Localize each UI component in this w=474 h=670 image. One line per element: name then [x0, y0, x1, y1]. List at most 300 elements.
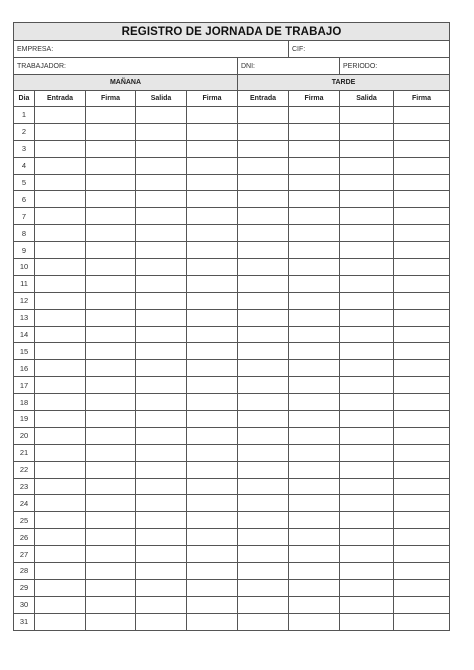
day-number: 25	[14, 512, 35, 529]
firma-tarde-2-cell[interactable]	[394, 579, 450, 596]
entrada-tarde-cell[interactable]	[238, 512, 289, 529]
firma-manana-1-cell[interactable]	[86, 596, 136, 613]
firma-manana-1-cell[interactable]	[86, 546, 136, 563]
firma-manana-2-cell[interactable]	[187, 360, 238, 377]
table-row	[14, 495, 450, 512]
salida-manana-cell[interactable]	[136, 309, 187, 326]
entrada-tarde-cell[interactable]	[238, 191, 289, 208]
firma-tarde-1-cell[interactable]	[289, 174, 340, 191]
firma-manana-2-cell[interactable]	[187, 579, 238, 596]
salida-manana-cell[interactable]	[136, 563, 187, 580]
firma-manana-1-cell[interactable]	[86, 157, 136, 174]
salida-tarde-cell[interactable]	[340, 174, 394, 191]
entrada-tarde-cell[interactable]	[238, 123, 289, 140]
firma-tarde-2-cell[interactable]	[394, 107, 450, 124]
entrada-tarde-cell[interactable]	[238, 174, 289, 191]
salida-manana-cell[interactable]	[136, 107, 187, 124]
table-row	[14, 140, 450, 157]
entrada-manana-cell[interactable]	[35, 326, 86, 343]
firma-tarde-2-cell[interactable]	[394, 174, 450, 191]
column-header-dia: Dia	[14, 91, 35, 107]
section-manana: MAÑANA	[14, 75, 238, 91]
timesheet-table	[13, 22, 450, 631]
salida-tarde-cell[interactable]	[340, 326, 394, 343]
firma-tarde-2-cell[interactable]	[394, 377, 450, 394]
firma-manana-2-cell[interactable]	[187, 394, 238, 411]
entrada-tarde-cell[interactable]	[238, 411, 289, 428]
firma-tarde-2-cell[interactable]	[394, 343, 450, 360]
entrada-manana-cell[interactable]	[35, 377, 86, 394]
firma-manana-2-cell[interactable]	[187, 343, 238, 360]
firma-manana-1-cell[interactable]	[86, 512, 136, 529]
day-number: 26	[14, 529, 35, 546]
salida-manana-cell[interactable]	[136, 596, 187, 613]
entrada-manana-cell[interactable]	[35, 360, 86, 377]
salida-tarde-cell[interactable]	[340, 546, 394, 563]
firma-tarde-2-cell[interactable]	[394, 123, 450, 140]
firma-tarde-2-cell[interactable]	[394, 411, 450, 428]
salida-tarde-cell[interactable]	[340, 579, 394, 596]
entrada-tarde-cell[interactable]	[238, 275, 289, 292]
column-header-firma-tarde-1: Firma	[289, 91, 340, 107]
firma-manana-2-cell[interactable]	[187, 596, 238, 613]
firma-manana-1-cell[interactable]	[86, 579, 136, 596]
firma-manana-2-cell[interactable]	[187, 140, 238, 157]
table-row	[14, 427, 450, 444]
entrada-tarde-cell[interactable]	[238, 292, 289, 309]
firma-manana-1-cell[interactable]	[86, 140, 136, 157]
salida-tarde-cell[interactable]	[340, 478, 394, 495]
salida-tarde-cell[interactable]	[340, 394, 394, 411]
day-number: 12	[14, 292, 35, 309]
salida-tarde-cell[interactable]	[340, 208, 394, 225]
firma-manana-1-cell[interactable]	[86, 411, 136, 428]
firma-tarde-2-cell[interactable]	[394, 326, 450, 343]
column-header-entrada-tarde: Entrada	[238, 91, 289, 107]
salida-manana-cell[interactable]	[136, 613, 187, 630]
entrada-tarde-cell[interactable]	[238, 309, 289, 326]
entrada-tarde-cell[interactable]	[238, 478, 289, 495]
firma-tarde-1-cell[interactable]	[289, 478, 340, 495]
salida-tarde-cell[interactable]	[340, 613, 394, 630]
salida-manana-cell[interactable]	[136, 174, 187, 191]
entrada-tarde-cell[interactable]	[238, 208, 289, 225]
firma-tarde-2-cell[interactable]	[394, 596, 450, 613]
firma-manana-2-cell[interactable]	[187, 478, 238, 495]
firma-manana-2-cell[interactable]	[187, 123, 238, 140]
firma-tarde-1-cell[interactable]	[289, 225, 340, 242]
firma-manana-2-cell[interactable]	[187, 563, 238, 580]
firma-manana-1-cell[interactable]	[86, 309, 136, 326]
salida-tarde-cell[interactable]	[340, 275, 394, 292]
firma-tarde-2-cell[interactable]	[394, 394, 450, 411]
entrada-manana-cell[interactable]	[35, 411, 86, 428]
firma-manana-2-cell[interactable]	[187, 107, 238, 124]
salida-manana-cell[interactable]	[136, 242, 187, 259]
salida-manana-cell[interactable]	[136, 579, 187, 596]
salida-tarde-cell[interactable]	[340, 596, 394, 613]
firma-manana-2-cell[interactable]	[187, 292, 238, 309]
firma-manana-2-cell[interactable]	[187, 275, 238, 292]
day-number: 4	[14, 157, 35, 174]
salida-manana-cell[interactable]	[136, 225, 187, 242]
firma-tarde-2-cell[interactable]	[394, 309, 450, 326]
firma-tarde-1-cell[interactable]	[289, 427, 340, 444]
salida-tarde-cell[interactable]	[340, 444, 394, 461]
salida-tarde-cell[interactable]	[340, 191, 394, 208]
firma-tarde-1-cell[interactable]	[289, 512, 340, 529]
entrada-manana-cell[interactable]	[35, 157, 86, 174]
firma-tarde-2-cell[interactable]	[394, 613, 450, 630]
salida-manana-cell[interactable]	[136, 461, 187, 478]
salida-manana-cell[interactable]	[136, 191, 187, 208]
firma-manana-2-cell[interactable]	[187, 512, 238, 529]
entrada-tarde-cell[interactable]	[238, 157, 289, 174]
day-number: 15	[14, 343, 35, 360]
firma-tarde-1-cell[interactable]	[289, 275, 340, 292]
salida-manana-cell[interactable]	[136, 292, 187, 309]
column-header-firma-tarde-2: Firma	[394, 91, 450, 107]
firma-manana-1-cell[interactable]	[86, 427, 136, 444]
day-number: 2	[14, 123, 35, 140]
table-row	[14, 394, 450, 411]
salida-manana-cell[interactable]	[136, 275, 187, 292]
table-row	[14, 191, 450, 208]
entrada-manana-cell[interactable]	[35, 444, 86, 461]
entrada-manana-cell[interactable]	[35, 275, 86, 292]
salida-manana-cell[interactable]	[136, 259, 187, 276]
day-number: 10	[14, 259, 35, 276]
firma-tarde-2-cell[interactable]	[394, 208, 450, 225]
dni-field[interactable]: DNI:	[238, 58, 340, 75]
salida-manana-cell[interactable]	[136, 444, 187, 461]
salida-tarde-cell[interactable]	[340, 343, 394, 360]
entrada-manana-cell[interactable]	[35, 394, 86, 411]
firma-manana-1-cell[interactable]	[86, 394, 136, 411]
salida-manana-cell[interactable]	[136, 360, 187, 377]
trabajador-field[interactable]: TRABAJADOR:	[14, 58, 238, 75]
firma-manana-1-cell[interactable]	[86, 444, 136, 461]
firma-tarde-2-cell[interactable]	[394, 478, 450, 495]
firma-tarde-2-cell[interactable]	[394, 546, 450, 563]
firma-manana-2-cell[interactable]	[187, 208, 238, 225]
day-number: 24	[14, 495, 35, 512]
entrada-tarde-cell[interactable]	[238, 225, 289, 242]
entrada-manana-cell[interactable]	[35, 478, 86, 495]
firma-tarde-1-cell[interactable]	[289, 529, 340, 546]
firma-tarde-1-cell[interactable]	[289, 343, 340, 360]
firma-manana-1-cell[interactable]	[86, 259, 136, 276]
cif-field[interactable]: CIF:	[289, 41, 450, 58]
entrada-manana-cell[interactable]	[35, 225, 86, 242]
firma-tarde-1-cell[interactable]	[289, 326, 340, 343]
salida-tarde-cell[interactable]	[340, 411, 394, 428]
salida-tarde-cell[interactable]	[340, 225, 394, 242]
firma-tarde-1-cell[interactable]	[289, 259, 340, 276]
day-number: 6	[14, 191, 35, 208]
firma-manana-2-cell[interactable]	[187, 157, 238, 174]
firma-tarde-1-cell[interactable]	[289, 208, 340, 225]
firma-tarde-2-cell[interactable]	[394, 563, 450, 580]
entrada-tarde-cell[interactable]	[238, 546, 289, 563]
firma-manana-1-cell[interactable]	[86, 377, 136, 394]
table-row	[14, 546, 450, 563]
firma-tarde-1-cell[interactable]	[289, 546, 340, 563]
firma-manana-1-cell[interactable]	[86, 174, 136, 191]
firma-manana-1-cell[interactable]	[86, 107, 136, 124]
firma-manana-1-cell[interactable]	[86, 360, 136, 377]
entrada-manana-cell[interactable]	[35, 546, 86, 563]
firma-tarde-1-cell[interactable]	[289, 613, 340, 630]
section-tarde: TARDE	[238, 75, 450, 91]
entrada-manana-cell[interactable]	[35, 191, 86, 208]
firma-tarde-1-cell[interactable]	[289, 579, 340, 596]
salida-manana-cell[interactable]	[136, 529, 187, 546]
firma-tarde-2-cell[interactable]	[394, 191, 450, 208]
salida-manana-cell[interactable]	[136, 427, 187, 444]
entrada-manana-cell[interactable]	[35, 343, 86, 360]
table-row	[14, 411, 450, 428]
firma-tarde-1-cell[interactable]	[289, 461, 340, 478]
firma-tarde-2-cell[interactable]	[394, 292, 450, 309]
entrada-manana-cell[interactable]	[35, 596, 86, 613]
firma-tarde-2-cell[interactable]	[394, 242, 450, 259]
table-row	[14, 613, 450, 630]
firma-manana-2-cell[interactable]	[187, 326, 238, 343]
firma-tarde-2-cell[interactable]	[394, 275, 450, 292]
firma-tarde-2-cell[interactable]	[394, 360, 450, 377]
day-number: 19	[14, 411, 35, 428]
day-number: 3	[14, 140, 35, 157]
salida-manana-cell[interactable]	[136, 411, 187, 428]
table-row	[14, 563, 450, 580]
salida-tarde-cell[interactable]	[340, 123, 394, 140]
firma-manana-2-cell[interactable]	[187, 461, 238, 478]
entrada-manana-cell[interactable]	[35, 309, 86, 326]
entrada-tarde-cell[interactable]	[238, 394, 289, 411]
firma-manana-2-cell[interactable]	[187, 613, 238, 630]
firma-manana-2-cell[interactable]	[187, 377, 238, 394]
table-row	[14, 478, 450, 495]
firma-manana-2-cell[interactable]	[187, 495, 238, 512]
firma-manana-2-cell[interactable]	[187, 444, 238, 461]
firma-manana-1-cell[interactable]	[86, 461, 136, 478]
firma-tarde-1-cell[interactable]	[289, 563, 340, 580]
firma-manana-2-cell[interactable]	[187, 259, 238, 276]
empresa-field[interactable]: EMPRESA:	[14, 41, 289, 58]
entrada-manana-cell[interactable]	[35, 107, 86, 124]
firma-tarde-2-cell[interactable]	[394, 461, 450, 478]
salida-manana-cell[interactable]	[136, 495, 187, 512]
firma-tarde-1-cell[interactable]	[289, 157, 340, 174]
entrada-manana-cell[interactable]	[35, 427, 86, 444]
firma-tarde-2-cell[interactable]	[394, 427, 450, 444]
salida-tarde-cell[interactable]	[340, 427, 394, 444]
firma-manana-1-cell[interactable]	[86, 563, 136, 580]
entrada-tarde-cell[interactable]	[238, 563, 289, 580]
firma-tarde-2-cell[interactable]	[394, 259, 450, 276]
salida-tarde-cell[interactable]	[340, 259, 394, 276]
firma-manana-1-cell[interactable]	[86, 529, 136, 546]
entrada-tarde-cell[interactable]	[238, 343, 289, 360]
salida-manana-cell[interactable]	[136, 546, 187, 563]
column-header-entrada-manana: Entrada	[35, 91, 86, 107]
page-title: REGISTRO DE JORNADA DE TRABAJO	[14, 23, 450, 41]
firma-tarde-1-cell[interactable]	[289, 444, 340, 461]
salida-manana-cell[interactable]	[136, 140, 187, 157]
table-row	[14, 259, 450, 276]
salida-manana-cell[interactable]	[136, 326, 187, 343]
entrada-manana-cell[interactable]	[35, 259, 86, 276]
firma-tarde-2-cell[interactable]	[394, 529, 450, 546]
firma-manana-2-cell[interactable]	[187, 309, 238, 326]
firma-tarde-1-cell[interactable]	[289, 140, 340, 157]
firma-tarde-2-cell[interactable]	[394, 512, 450, 529]
firma-tarde-1-cell[interactable]	[289, 309, 340, 326]
entrada-tarde-cell[interactable]	[238, 259, 289, 276]
entrada-tarde-cell[interactable]	[238, 326, 289, 343]
day-number: 9	[14, 242, 35, 259]
entrada-tarde-cell[interactable]	[238, 444, 289, 461]
table-row	[14, 107, 450, 124]
entrada-tarde-cell[interactable]	[238, 140, 289, 157]
firma-tarde-1-cell[interactable]	[289, 292, 340, 309]
entrada-manana-cell[interactable]	[35, 461, 86, 478]
salida-tarde-cell[interactable]	[340, 512, 394, 529]
firma-tarde-1-cell[interactable]	[289, 360, 340, 377]
firma-manana-1-cell[interactable]	[86, 613, 136, 630]
firma-manana-2-cell[interactable]	[187, 411, 238, 428]
firma-tarde-1-cell[interactable]	[289, 411, 340, 428]
firma-manana-2-cell[interactable]	[187, 191, 238, 208]
firma-tarde-1-cell[interactable]	[289, 394, 340, 411]
salida-manana-cell[interactable]	[136, 394, 187, 411]
salida-tarde-cell[interactable]	[340, 377, 394, 394]
firma-manana-1-cell[interactable]	[86, 191, 136, 208]
entrada-tarde-cell[interactable]	[238, 596, 289, 613]
entrada-tarde-cell[interactable]	[238, 529, 289, 546]
salida-tarde-cell[interactable]	[340, 360, 394, 377]
entrada-manana-cell[interactable]	[35, 208, 86, 225]
entrada-tarde-cell[interactable]	[238, 107, 289, 124]
entrada-manana-cell[interactable]	[35, 292, 86, 309]
table-row	[14, 529, 450, 546]
firma-manana-1-cell[interactable]	[86, 208, 136, 225]
table-row	[14, 157, 450, 174]
salida-manana-cell[interactable]	[136, 208, 187, 225]
firma-tarde-1-cell[interactable]	[289, 191, 340, 208]
firma-manana-2-cell[interactable]	[187, 242, 238, 259]
firma-manana-1-cell[interactable]	[86, 275, 136, 292]
salida-tarde-cell[interactable]	[340, 309, 394, 326]
firma-manana-1-cell[interactable]	[86, 478, 136, 495]
entrada-manana-cell[interactable]	[35, 579, 86, 596]
entrada-manana-cell[interactable]	[35, 242, 86, 259]
entrada-manana-cell[interactable]	[35, 140, 86, 157]
entrada-tarde-cell[interactable]	[238, 613, 289, 630]
firma-manana-2-cell[interactable]	[187, 546, 238, 563]
day-number: 30	[14, 596, 35, 613]
firma-manana-2-cell[interactable]	[187, 174, 238, 191]
firma-manana-1-cell[interactable]	[86, 343, 136, 360]
firma-manana-2-cell[interactable]	[187, 427, 238, 444]
entrada-manana-cell[interactable]	[35, 512, 86, 529]
firma-tarde-1-cell[interactable]	[289, 123, 340, 140]
entrada-manana-cell[interactable]	[35, 174, 86, 191]
entrada-manana-cell[interactable]	[35, 495, 86, 512]
firma-manana-2-cell[interactable]	[187, 529, 238, 546]
entrada-tarde-cell[interactable]	[238, 495, 289, 512]
periodo-field[interactable]: PERIODO:	[340, 58, 450, 75]
firma-tarde-1-cell[interactable]	[289, 377, 340, 394]
entrada-manana-cell[interactable]	[35, 563, 86, 580]
firma-tarde-1-cell[interactable]	[289, 596, 340, 613]
day-number: 28	[14, 563, 35, 580]
day-number: 7	[14, 208, 35, 225]
entrada-tarde-cell[interactable]	[238, 461, 289, 478]
firma-tarde-1-cell[interactable]	[289, 495, 340, 512]
salida-manana-cell[interactable]	[136, 512, 187, 529]
salida-manana-cell[interactable]	[136, 157, 187, 174]
entrada-manana-cell[interactable]	[35, 123, 86, 140]
day-number: 21	[14, 444, 35, 461]
salida-manana-cell[interactable]	[136, 343, 187, 360]
salida-manana-cell[interactable]	[136, 377, 187, 394]
firma-tarde-2-cell[interactable]	[394, 495, 450, 512]
entrada-manana-cell[interactable]	[35, 613, 86, 630]
entrada-manana-cell[interactable]	[35, 529, 86, 546]
salida-tarde-cell[interactable]	[340, 242, 394, 259]
entrada-tarde-cell[interactable]	[238, 377, 289, 394]
salida-manana-cell[interactable]	[136, 478, 187, 495]
firma-manana-1-cell[interactable]	[86, 495, 136, 512]
salida-tarde-cell[interactable]	[340, 495, 394, 512]
table-row	[14, 292, 450, 309]
salida-tarde-cell[interactable]	[340, 461, 394, 478]
table-row	[14, 174, 450, 191]
day-rows	[14, 107, 450, 631]
entrada-tarde-cell[interactable]	[238, 360, 289, 377]
day-number: 29	[14, 579, 35, 596]
salida-manana-cell[interactable]	[136, 123, 187, 140]
day-number: 1	[14, 107, 35, 124]
firma-manana-1-cell[interactable]	[86, 292, 136, 309]
firma-manana-1-cell[interactable]	[86, 225, 136, 242]
day-number: 5	[14, 174, 35, 191]
salida-tarde-cell[interactable]	[340, 140, 394, 157]
entrada-tarde-cell[interactable]	[238, 579, 289, 596]
day-number: 8	[14, 225, 35, 242]
salida-tarde-cell[interactable]	[340, 107, 394, 124]
firma-manana-1-cell[interactable]	[86, 123, 136, 140]
salida-tarde-cell[interactable]	[340, 157, 394, 174]
salida-tarde-cell[interactable]	[340, 529, 394, 546]
entrada-tarde-cell[interactable]	[238, 427, 289, 444]
firma-tarde-2-cell[interactable]	[394, 157, 450, 174]
firma-tarde-2-cell[interactable]	[394, 225, 450, 242]
day-number: 18	[14, 394, 35, 411]
salida-tarde-cell[interactable]	[340, 563, 394, 580]
firma-tarde-1-cell[interactable]	[289, 107, 340, 124]
firma-tarde-1-cell[interactable]	[289, 242, 340, 259]
entrada-tarde-cell[interactable]	[238, 242, 289, 259]
salida-tarde-cell[interactable]	[340, 292, 394, 309]
firma-manana-1-cell[interactable]	[86, 242, 136, 259]
firma-tarde-2-cell[interactable]	[394, 444, 450, 461]
firma-manana-2-cell[interactable]	[187, 225, 238, 242]
firma-tarde-2-cell[interactable]	[394, 140, 450, 157]
firma-manana-1-cell[interactable]	[86, 326, 136, 343]
